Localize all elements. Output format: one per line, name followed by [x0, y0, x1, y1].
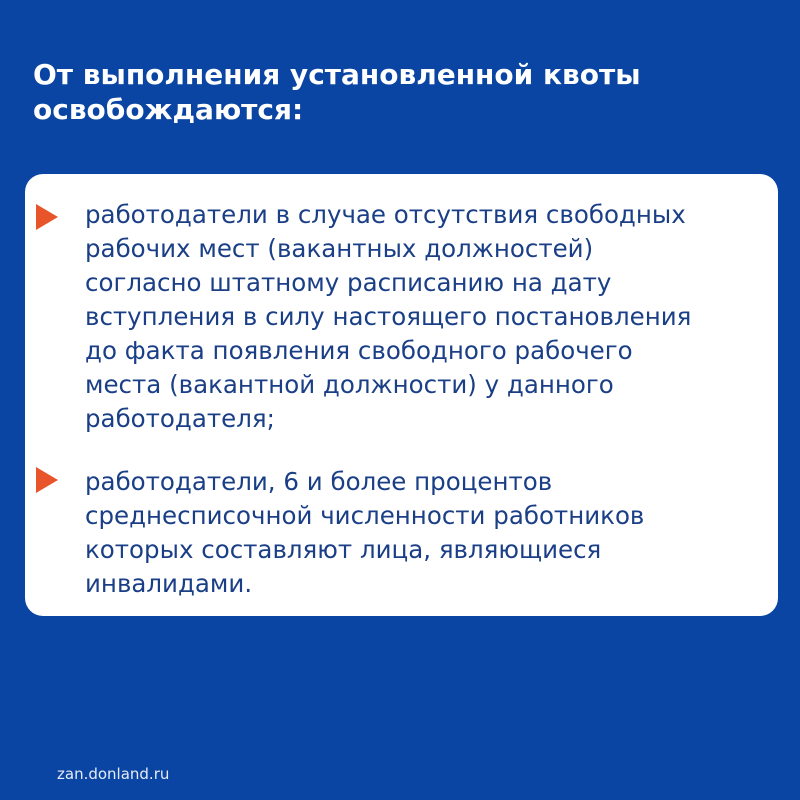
list-item-text: работодатели в случае отсутствия свободных рабочих мест (вакантных должностей) согласно штатному расписанию на дату вступления в силу настоящего постановления до факта появления свободного рабочего места (вакантной должности) у данного работодателя; — [85, 200, 692, 433]
triangle-arrow-right-icon — [36, 467, 58, 493]
page-title: От выполнения установленной квоты освобождаются: — [33, 58, 641, 126]
list-item-text: работодатели, 6 и более процентов среднесписочной численности работников которых составляют лица, являющиеся инвалидами. — [85, 467, 645, 598]
triangle-arrow-right-icon — [36, 204, 58, 230]
website-link[interactable]: zan.donland.ru — [57, 765, 170, 783]
